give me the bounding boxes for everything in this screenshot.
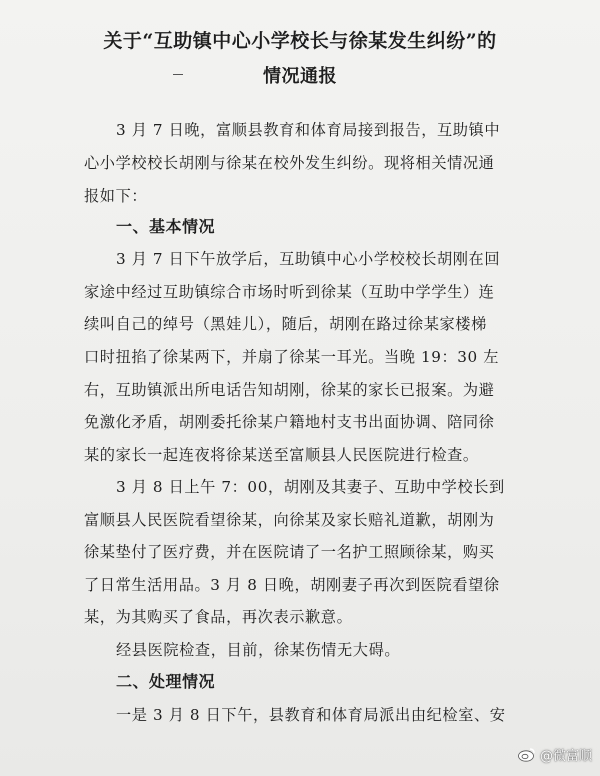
paragraph-line: 3 月 8 日上午 7：00，胡刚及其妻子、互助中学校长到 [116, 478, 505, 496]
paragraph-line: 某的家长一起连夜将徐某送至富顺县人民医院进行检查。 [84, 446, 479, 464]
paragraph-line: 口时扭掐了徐某两下，并扇了徐某一耳光。当晚 19：30 左 [84, 348, 500, 366]
paragraph-line: 右，互助镇派出所电话告知胡刚，徐某的家长已报案。为避 [84, 381, 495, 399]
paragraph-line: 免激化矛盾，胡刚委托徐某户籍地村支书出面协调、陪同徐 [84, 413, 495, 431]
paragraph-line: 续叫自己的绰号（黑娃儿），随后，胡刚在路过徐某家楼梯 [84, 315, 487, 333]
weibo-icon [518, 747, 536, 762]
section-heading-handling: 二、处理情况 [116, 672, 216, 691]
paragraph-line: 3 月 7 日下午放学后，互助镇中心小学校校长胡刚在回 [116, 250, 501, 268]
weibo-watermark [518, 745, 592, 764]
document-title-line-1: 关于“互助镇中心小学校长与徐某发生纠纷”的 [103, 30, 497, 52]
paragraph-line: 报如下： [84, 187, 148, 205]
paragraph-line: 一是 3 月 8 日下午，县教育和体育局派出由纪检室、安 [116, 706, 506, 724]
paragraph-line: 徐某垫付了医疗费，并在医院请了一名护工照顾徐某，购买 [84, 543, 495, 561]
paragraph-line: 某，为其购买了食品，再次表示歉意。 [84, 608, 353, 626]
paragraph-line: 家途中经过互助镇综合市场时听到徐某（互助中学学生）连 [84, 283, 495, 301]
document-title-line-2: 情况通报 [263, 66, 337, 87]
watermark-text: @微富顺 [539, 749, 592, 764]
paragraph-line: 心小学校校长胡刚与徐某在校外发生纠纷。现将相关情况通 [84, 154, 495, 172]
paragraph-line: 3 月 7 日晚，富顺县教育和体育局接到报告，互助镇中 [116, 121, 501, 139]
paragraph-line: 了日常生活用品。3 月 8 日晚，胡刚妻子再次到医院看望徐 [84, 576, 500, 594]
section-heading-basic: 一、基本情况 [116, 217, 216, 236]
paragraph-line: 富顺县人民医院看望徐某，向徐某及家长赔礼道歉，胡刚为 [84, 511, 495, 529]
paragraph-line: 经县医院检查，目前，徐某伤情无大碍。 [116, 641, 401, 659]
